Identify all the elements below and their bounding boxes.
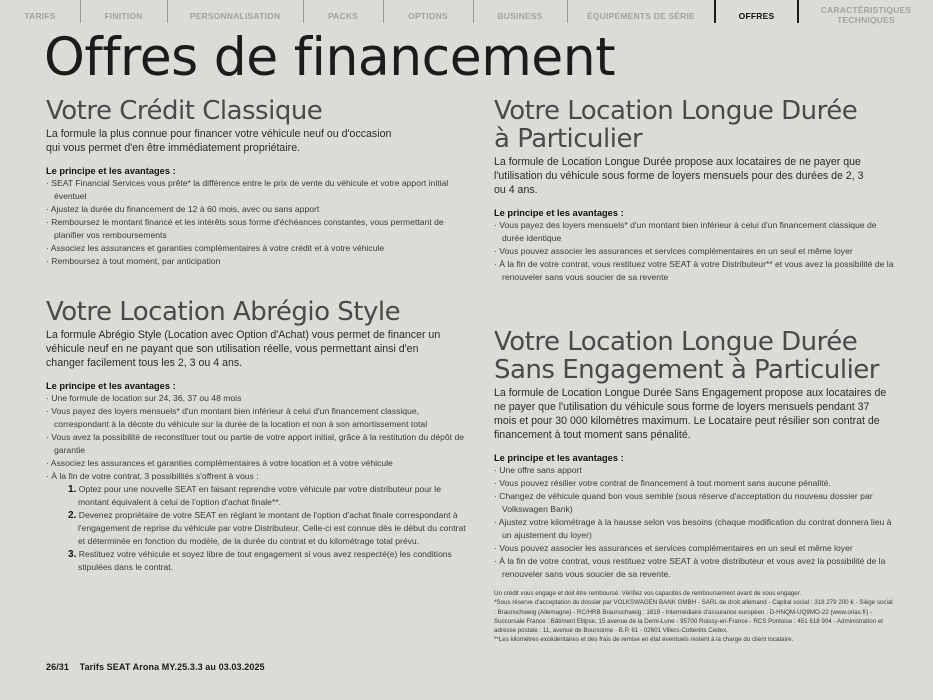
list-item: · Vous pouvez associer les assurances et services complémentaires en un seul et même loyer xyxy=(494,542,894,555)
tab-tarifs[interactable]: TARIFS xyxy=(24,11,56,21)
list-item: · Vous payez des loyers mensuels* d'un montant bien inférieur à celui d'un financement classique de durée identique xyxy=(494,219,894,245)
document-reference: Tarifs SEAT Arona MY.25.3.3 au 03.03.2025 xyxy=(79,662,265,672)
section-intro: La formule de Location Longue Durée Sans Engagement propose aux locataires de ne payer que l'utilisation du véhicule sous forme de loyers mensuels pendant 37 mois et pour 30 000 kilomètres maximum. Le Locataire peut résilier son contrat de financement à tout moment sans pénalité. xyxy=(494,387,887,441)
legal-line: **Les kilomètres excédentaires et des frais de remise en état éventuels restent à la charge du client locataire. xyxy=(494,636,794,644)
advantages-list xyxy=(494,219,894,284)
section-abregio-style xyxy=(46,298,466,574)
list-item: · À la fin de votre contrat, 3 possibilités s'offrent à vous : xyxy=(46,470,466,483)
list-item: · Vous payez des loyers mensuels* d'un montant bien inférieur à celui d'un financement classique, correspondant à la décote du véhicule sur la durée de la location et non à son amortissement total xyxy=(46,405,466,431)
tab-finition[interactable]: FINITION xyxy=(104,11,143,21)
section-subhead: Le principe et les avantages : xyxy=(46,166,176,176)
section-title xyxy=(494,97,894,153)
list-item: · Vous avez la possibilité de reconstituer tout ou partie de votre apport initial, grâce à la restitution du dépôt de garantie xyxy=(46,431,466,457)
option-item xyxy=(68,548,466,574)
legal-line: Un crédit vous engage et doit être remboursé. Vérifiez vos capacités de remboursement avant de vous engager. xyxy=(494,590,802,597)
option-text: Devenez propriétaire de votre SEAT en réglant le montant de l'option d'achat finale correspondant à l'engagement de reprise du véhicule par votre Distributeur. Celle-ci est connue dès le début du contrat et déterminée en fonction du modèle, de la durée du contrat et du kilométrage total prévu. xyxy=(78,510,466,546)
section-title-line1: Votre Location Longue Durée xyxy=(494,96,858,126)
list-item: · Remboursez le montant financé et les intérêts sous forme d'échéances constantes, vous permettant de planifier vos remboursements xyxy=(46,216,466,242)
tab-packs[interactable]: PACKS xyxy=(327,11,359,21)
section-credit-classique xyxy=(46,97,466,268)
option-item xyxy=(68,509,466,548)
legal-line: *Sous réserve d'acceptation du dossier par VOLKSWAGEN BANK GMBH - SARL de droit allemand - Capital social : 318 279 200 € - Siège social : Braunschweig (Allemagne) - RC/HRB Braunschweig : 1819 - Intermédiaire d'assurance européen : D-HNQM-UQ9MO-22 (www.orias.fr) - Succursale France : Bâtiment Ellipse, 15 avenue de la Demi-Lune - 95700 Roissy-en-France - RCS Pontoise : 451 618 904 - Administration et adresse postale : 11, avenue de Boursonne - B.P. 61 - 02601 Villers-Cotterêts Cedex. xyxy=(494,599,893,635)
option-text: Optez pour une nouvelle SEAT en faisant reprendre votre véhicule par votre distributeur pour le montant équivalent à celui de l'option d'achat finale**. xyxy=(78,484,441,507)
list-item: · À la fin de votre contrat, vous restituez votre SEAT à votre distributeur et vous avez la possibilité de la renouveler sans vous soucier de sa revente. xyxy=(494,555,894,581)
page-footer xyxy=(46,662,265,672)
list-item: · Vous pouvez résilier votre contrat de financement à tout moment sans aucune pénalité. xyxy=(494,477,894,490)
end-of-contract-options xyxy=(46,483,466,574)
section-title-line1: Votre Location Longue Durée xyxy=(494,327,858,357)
advantages-list xyxy=(46,177,466,268)
list-item: · Une formule de location sur 24, 36, 37 ou 48 mois xyxy=(46,392,466,405)
section-subhead: Le principe et les avantages : xyxy=(494,208,624,218)
tab-options[interactable]: OPTIONS xyxy=(408,11,448,21)
section-subhead: Le principe et les avantages : xyxy=(494,453,624,463)
section-title xyxy=(494,328,894,384)
tab-equipements-de-serie[interactable]: ÉQUIPEMENTS DE SÉRIE xyxy=(587,11,695,21)
list-item: · Associez les assurances et garanties complémentaires à votre location et à votre véhicule xyxy=(46,457,466,470)
option-number: 2. xyxy=(68,510,77,521)
tab-caracteristiques-techniques[interactable]: CARACTÉRISTIQUES TECHNIQUES xyxy=(820,5,912,25)
section-intro: La formule de Location Longue Durée propose aux locataires de ne payer que l'utilisation du véhicule sous forme de loyers mensuels pour des durées de 2, 3 ou 4 ans. xyxy=(494,156,864,196)
list-item: · Associez les assurances et garanties complémentaires à votre crédit et à votre véhicule xyxy=(46,242,466,255)
section-title: Votre Crédit Classique xyxy=(46,96,323,126)
section-intro: La formule Abrégio Style (Location avec Option d'Achat) vous permet de financer un véhicule neuf en ne payant que son utilisation réelle, vous permettant ainsi d'en changer facilement tous les 2, 3 ou 4 ans. xyxy=(46,329,441,369)
section-subhead: Le principe et les avantages : xyxy=(46,381,176,391)
tab-business[interactable]: BUSINESS xyxy=(497,11,543,21)
list-item: · À la fin de votre contrat, vous restituez votre SEAT à votre Distributeur** et vous avez la possibilité de la renouveler sans vous soucier de sa revente xyxy=(494,258,894,284)
list-item: · Changez de véhicule quand bon vous semble (sous réserve d'acceptation du nouveau dossier par Volkswagen Bank) xyxy=(494,490,894,516)
option-text: Restituez votre véhicule et soyez libre de tout engagement si vous avez respecté(e) les conditions stipulées dans le contrat. xyxy=(78,549,452,572)
list-item: · Remboursez à tout moment, par anticipation xyxy=(46,255,466,268)
option-number: 3. xyxy=(68,549,77,560)
section-title: Votre Location Abrégio Style xyxy=(46,297,401,327)
page-number: 26/31 xyxy=(46,662,70,672)
section-lld-particulier xyxy=(494,97,894,284)
list-item: · Ajustez la durée du financement de 12 à 60 mois, avec ou sans apport xyxy=(46,203,466,216)
option-number: 1. xyxy=(68,484,77,495)
list-item: · Vous pouvez associer les assurances et services complémentaires en un seul et même loyer xyxy=(494,245,894,258)
section-title-line2: Sans Engagement à Particulier xyxy=(494,355,879,385)
top-navigation xyxy=(0,0,933,26)
section-lld-sans-engagement xyxy=(494,328,894,581)
list-item: · SEAT Financial Services vous prête* la différence entre le prix de vente du véhicule et votre apport initial éventuel xyxy=(46,177,466,203)
advantages-list xyxy=(494,464,894,581)
list-item: · Une offre sans apport xyxy=(494,464,894,477)
option-item xyxy=(68,483,466,509)
list-item: · Ajustez votre kilométrage à la hausse selon vos besoins (chaque modification du contrat donnera lieu à un ajustement du loyer) xyxy=(494,516,894,542)
tab-personnalisation[interactable]: PERSONNALISATION xyxy=(189,11,281,21)
section-title-line2: à Particulier xyxy=(494,124,643,154)
legal-notice xyxy=(494,589,894,645)
advantages-list xyxy=(46,392,466,483)
tab-offres[interactable]: OFFRES xyxy=(738,11,775,21)
page-title: Offres de financement xyxy=(44,27,616,88)
section-intro: La formule la plus connue pour financer votre véhicule neuf ou d'occasion qui vous permet d'en être immédiatement propriétaire. xyxy=(46,128,392,154)
